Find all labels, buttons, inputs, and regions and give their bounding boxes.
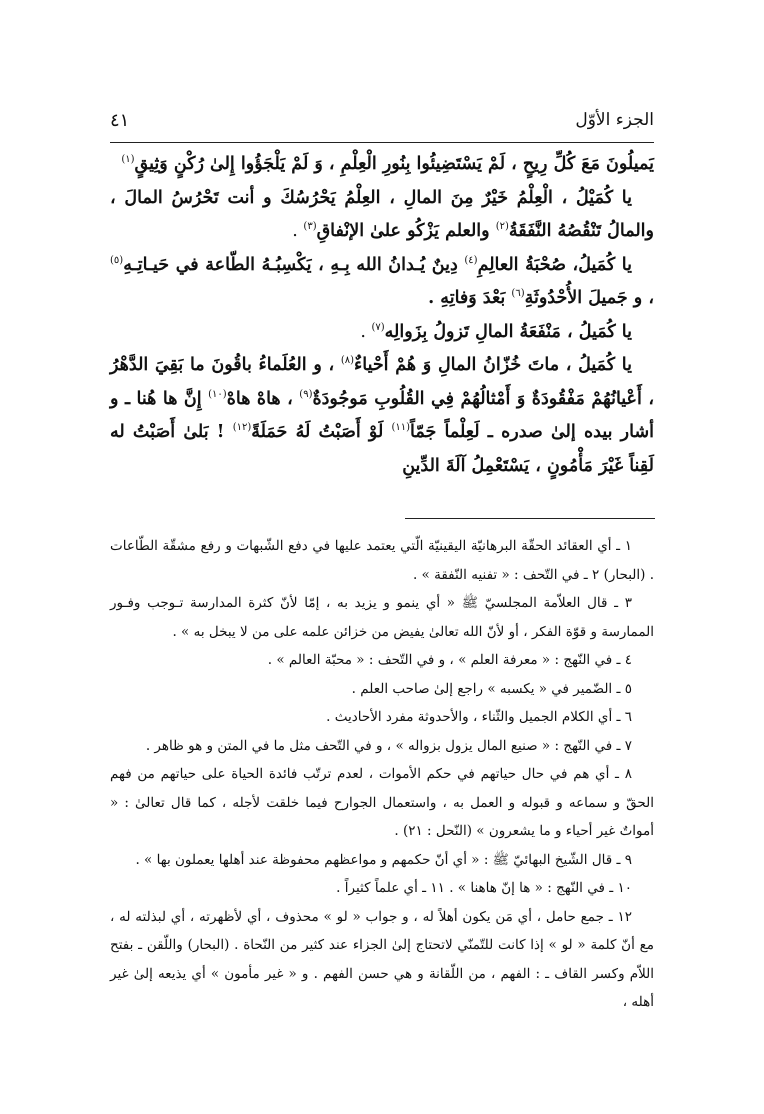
footnote-5: ٥ ـ الضّمير في « يكسبه » راجع إلىٰ صاحب العلم . xyxy=(351,680,632,697)
footnote-3: ٣ ـ قال العلاّمة المجلسيّ ﷺ « أي ينمو و يزيد به ، إمّا لأنّ كثرة المدارسة تـوجب وفـور الممارسة و قوّة الفكر ، أو لأنّ الله تعالىٰ يفيض من خزائن علمه على من لا يبخل به » . xyxy=(110,595,654,640)
main-text xyxy=(110,148,654,483)
footnote-1-2: ١ ـ أي العقائد الحقّة البرهانيّة اليقينيّة الّتي يعتمد عليها في دفع الشّبهات و رفع مشقّة الطّاعات . (البحار) ٢ ـ في التّحف : « تفنيه النّفقة » . xyxy=(110,538,654,583)
footnote-10-11: ١٠ ـ في النّهج : « ها إنّ هاهنا » . ١١ ـ أي علماً كثيراً . xyxy=(336,880,632,896)
page-number: ٤١ xyxy=(110,110,130,131)
footnote-ref: (٦) xyxy=(511,288,525,300)
footnote-divider xyxy=(405,518,655,519)
footnote-8: ٨ ـ أي هم في حال حياتهم في حكم الأموات ، لعدم ترتّب فائدة الحياة على حياتهم من فهم الحقّ و سماعه و قبوله و العمل به ، واستعمال الجوارح فيما خلقت لأجله ، كما قال تعالىٰ : « أمواتٌ غير أحياء و ما يشعرون » (النّحل : ٢١) . xyxy=(110,766,654,839)
footnote-12: ١٢ ـ جمع حامل ، أي مَن يكون أهلاً له ، و جواب « لو » محذوف ، أي لأظهرته ، أي لبذلته له ، مع أنّ كلمة « لو » إذا كانت للتّمنّي لاتحتاج إلىٰ الجزاء عند كثير من النّحاة . (البحار) واللّقن ـ بفتح اللاّم وكسر القاف ـ : الفهم ، من اللّقانة و هي حسن الفهم . و « غير مأمون » أي يذيعه إلىٰ غير أهله ، xyxy=(110,908,654,1010)
text-paragraph-5: يا كُمَيلُ ، ماتَ خُزّانُ المالِ وَ هُمْ أَحْياءٌ$^{(٨)}$ ، و العُلَماءُ باقُونَ ما بَقِيَ الدَّهْرُ ، أَعْيانُهُمْ مَفْقُودَةٌ وَ أَمْثالُهُمْ فِي القُلُوبِ مَوجُودَةٌ$^{(٩)}$ ، هاهْ هاهْ$^{(١٠)}$ إِنَّ ها هُنا ـ و أشار بيده إلىٰ صدره ـ لَعِلْماً جَمّاً$^{(١١)}$ لَوْ أَصَبْتُ لَهُ حَمَلَةً$^{(١٢)}$ ! بَلىٰ أَصَبْتُ له لَقِناً غَيْرَ مَأْمُونٍ ، يَسْتَعْمِلُ آلَةَ الدِّينِ xyxy=(110,355,655,476)
footnote-ref: (١٠) xyxy=(208,388,227,400)
footnote-7: ٧ ـ في النّهج : « صنيع المال يزول بزواله » ، و في التّحف مثل ما في المتن و هو ظاهر . xyxy=(145,737,632,754)
footnote-ref: (٩) xyxy=(299,388,313,400)
footnote-ref: (٨) xyxy=(340,355,355,367)
text-paragraph-4: يا كُمَيلُ ، مَنْفَعَةُ المالِ تَزولُ بِزَوالِه$^{(٧)}$ . xyxy=(360,321,632,342)
text-paragraph-2: يا كُمَيْلُ ، الْعِلْمُ خَيْرٌ مِنَ المالِ ، العِلْمُ يَحْرُسُكَ و أنت تَحْرُسُ المالَ ، والمالُ تَنْقُصُهُ النَّفَقَةُ$^{(٢)}$ والعلم يَزْكُو علىٰ الإنْفاقِ$^{(٣)}$ . xyxy=(110,187,654,241)
footnote-ref: (٤) xyxy=(464,254,478,266)
footnote-ref: (٥) xyxy=(110,254,124,266)
footnote-ref: (٧) xyxy=(371,321,385,333)
footnote-6: ٦ ـ أي الكلام الجميل والثّناء ، والأحدوثة مفرد الأحاديث . xyxy=(326,709,632,725)
running-head: الجزء الأوّل xyxy=(575,110,654,130)
footnote-ref: (١٢) xyxy=(232,422,252,434)
footnote-4: ٤ ـ في النّهج : « معرفة العلم » ، و في التّحف : « محبّة العالم » . xyxy=(267,652,632,668)
footnote-ref: (٣) xyxy=(303,221,317,233)
footnotes xyxy=(110,532,654,1017)
page-header xyxy=(110,108,654,143)
text-paragraph-3: يا كُمَيلُ، صُحْبَةُ العالِمِ$^{(٤)}$ دِينٌ يُـدانُ الله بِـهِ ، يَكْسِبُـهُ الطّاعة في حَيـاتِـهِ$^{(٥)}$ ، و جَميلَ الأُحْدُوثَةِ$^{(٦)}$ بَعْدَ وَفاتِهِ . xyxy=(110,254,654,308)
text-line-1: يَميلُونَ مَعَ كُلِّ رِيحٍ ، لَمْ يَسْتَضِيئُوا بِنُورِ الْعِلْمِ ، وَ لَمْ يَلْجَؤُوا إِلىٰ رُكْنٍ وَثِيقٍ$^{(١)}$ xyxy=(121,154,654,174)
footnote-ref: (٢) xyxy=(495,221,509,233)
footnote-ref: (١) xyxy=(121,154,135,166)
footnote-ref: (١١) xyxy=(391,422,411,434)
footnote-9: ٩ ـ قال الشّيخ البهائيّ ﷺ : « أي أنّ حكمهم و مواعظهم محفوظة عند أهلها يعملون بها » . xyxy=(135,851,632,868)
